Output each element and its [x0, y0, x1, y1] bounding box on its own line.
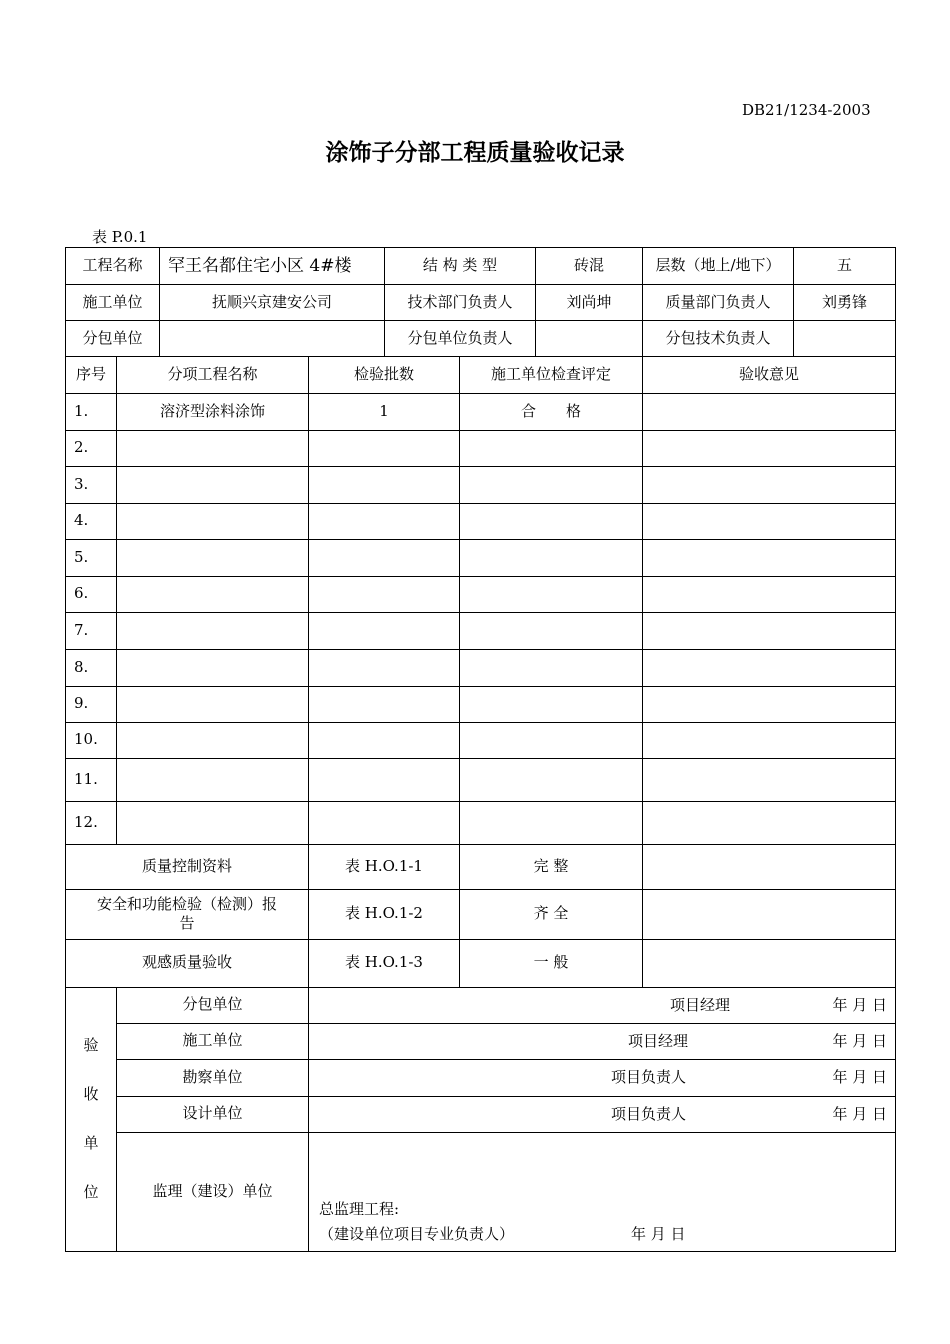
row-no: 12.: [66, 801, 117, 844]
row-batches: [309, 758, 460, 801]
project-info-table: [65, 247, 896, 357]
table-row: [66, 758, 896, 801]
summary-row: [66, 889, 896, 939]
row-eval: [460, 430, 643, 466]
acceptance-unit: 勘察单位: [117, 1059, 309, 1096]
row-batches: [309, 686, 460, 722]
sub-tech-value: [794, 321, 896, 357]
row-opinion: [643, 758, 896, 801]
side-char: 单: [83, 1134, 99, 1152]
row-opinion: [643, 466, 896, 503]
row-name: 溶济型涂料涂饰: [117, 393, 309, 430]
quality-head-value: 刘勇锋: [794, 285, 896, 321]
table-row: [66, 722, 896, 758]
row-eval: [460, 576, 643, 612]
row-name: [117, 503, 309, 539]
row-eval: [460, 649, 643, 686]
summary-label: 质量控制资料: [66, 844, 309, 889]
summary-label: 安全和功能检验（检测）报告: [66, 889, 309, 939]
signature-cell: [309, 1059, 896, 1096]
acceptance-row: [66, 1096, 896, 1132]
signature-date: 年 月 日: [832, 1104, 887, 1123]
row-eval: [460, 503, 643, 539]
signature-cell-final: [309, 1132, 896, 1251]
row-no: 7.: [66, 612, 117, 649]
row-eval: [460, 686, 643, 722]
header-item-name: 分项工程名称: [117, 356, 309, 393]
acceptance-side-label: [66, 987, 117, 1251]
summary-label: 观感质量验收: [66, 939, 309, 987]
row-name: [117, 722, 309, 758]
signature-cell: [309, 987, 896, 1023]
row-batches: [309, 801, 460, 844]
row-opinion: [643, 649, 896, 686]
header-batches: 检验批数: [309, 356, 460, 393]
floors-value: 五: [794, 248, 896, 285]
structure-type-value: 砖混: [536, 248, 643, 285]
acceptance-row: [66, 987, 896, 1023]
signature-date: 年 月 日: [832, 1031, 887, 1050]
page-title: 涂饰子分部工程质量验收记录: [325, 140, 625, 166]
row-eval: [460, 466, 643, 503]
header-opinion: 验收意见: [643, 356, 896, 393]
acceptance-unit: 设计单位: [117, 1096, 309, 1132]
side-char: 位: [83, 1183, 99, 1201]
table-row: [66, 649, 896, 686]
standard-code: DB21/1234-2003: [742, 101, 871, 119]
acceptance-row: [66, 1023, 896, 1059]
table-row: [66, 576, 896, 612]
acceptance-unit: 施工单位: [117, 1023, 309, 1059]
row-eval: [460, 612, 643, 649]
tech-head-label: 技术部门负责人: [385, 285, 536, 321]
row-no: 6.: [66, 576, 117, 612]
row-name: [117, 758, 309, 801]
table-row: [66, 801, 896, 844]
quality-head-label: 质量部门负责人: [643, 285, 794, 321]
signature-date: 年 月 日: [832, 1067, 887, 1086]
row-no: 4.: [66, 503, 117, 539]
row-batches: [309, 539, 460, 576]
acceptance-unit: 监理（建设）单位: [117, 1132, 309, 1251]
row-batches: [309, 576, 460, 612]
summary-ref: 表 H.O.1-3: [309, 939, 460, 987]
chief-supervisor-line: 总监理工程:: [319, 1199, 400, 1218]
row-opinion: [643, 612, 896, 649]
header-evaluation: 施工单位检查评定: [460, 356, 643, 393]
acceptance-row: [66, 1059, 896, 1096]
row-batches: [309, 466, 460, 503]
table-row: [66, 539, 896, 576]
row-no: 5.: [66, 539, 117, 576]
subcontractor-value: [160, 321, 385, 357]
summary-row: [66, 844, 896, 889]
row-name: [117, 612, 309, 649]
contractor-value: 抚顺兴京建安公司: [160, 285, 385, 321]
summary-eval: 完 整: [460, 844, 643, 889]
row-batches: [309, 503, 460, 539]
row-opinion: [643, 576, 896, 612]
table-row: [66, 612, 896, 649]
acceptance-unit: 分包单位: [117, 987, 309, 1023]
summary-eval: 齐 全: [460, 889, 643, 939]
row-opinion: [643, 686, 896, 722]
row-batches: [309, 612, 460, 649]
row-eval: 合 格: [460, 393, 643, 430]
table-row: [66, 503, 896, 539]
summary-opinion: [643, 844, 896, 889]
row-name: [117, 686, 309, 722]
inspection-table: [65, 356, 896, 1252]
sub-head-value: [536, 321, 643, 357]
summary-ref: 表 H.O.1-1: [309, 844, 460, 889]
structure-type-label: 结 构 类 型: [385, 248, 536, 285]
sub-tech-label: 分包技术负责人: [643, 321, 794, 357]
summary-ref: 表 H.O.1-2: [309, 889, 460, 939]
row-batches: [309, 430, 460, 466]
row-name: [117, 430, 309, 466]
tech-head-value: 刘尚坤: [536, 285, 643, 321]
row-opinion: [643, 539, 896, 576]
row-no: 3.: [66, 466, 117, 503]
row-no: 10.: [66, 722, 117, 758]
signature-role: 项目负责人: [611, 1067, 687, 1086]
row-no: 1.: [66, 393, 117, 430]
table-row: [66, 686, 896, 722]
row-opinion: [643, 430, 896, 466]
table-row: [66, 466, 896, 503]
row-no: 11.: [66, 758, 117, 801]
signature-date: 年 月 日: [832, 995, 887, 1014]
signature-role: 项目经理: [670, 995, 731, 1014]
row-opinion: [643, 722, 896, 758]
floors-label: 层数（地上/地下）: [643, 248, 794, 285]
row-batches: [309, 649, 460, 686]
row-opinion: [643, 393, 896, 430]
row-eval: [460, 758, 643, 801]
table-number: 表 P.0.1: [92, 228, 148, 246]
summary-eval: 一 般: [460, 939, 643, 987]
signature-cell: [309, 1096, 896, 1132]
acceptance-row-final: [66, 1132, 896, 1251]
signature-cell: [309, 1023, 896, 1059]
row-eval: [460, 539, 643, 576]
items-header-row: [66, 356, 896, 393]
final-signature-date: 年 月 日: [631, 1224, 686, 1243]
project-name-value: 罕王名都住宅小区 4#楼: [160, 248, 385, 285]
table-row: [66, 430, 896, 466]
row-name: [117, 801, 309, 844]
project-name-label: 工程名称: [66, 248, 160, 285]
row-no: 9.: [66, 686, 117, 722]
side-char: 验: [83, 1036, 99, 1054]
row-batches: [309, 722, 460, 758]
contractor-label: 施工单位: [66, 285, 160, 321]
summary-opinion: [643, 889, 896, 939]
row-no: 2.: [66, 430, 117, 466]
signature-role: 项目负责人: [611, 1104, 687, 1123]
row-name: [117, 649, 309, 686]
row-opinion: [643, 503, 896, 539]
sub-head-label: 分包单位负责人: [385, 321, 536, 357]
signature-role: 项目经理: [628, 1031, 689, 1050]
row-no: 8.: [66, 649, 117, 686]
row-eval: [460, 722, 643, 758]
row-batches: 1: [309, 393, 460, 430]
row-eval: [460, 801, 643, 844]
summary-row: [66, 939, 896, 987]
subcontractor-label: 分包单位: [66, 321, 160, 357]
row-opinion: [643, 801, 896, 844]
row-name: [117, 466, 309, 503]
row-name: [117, 539, 309, 576]
header-no: 序号: [66, 356, 117, 393]
row-name: [117, 576, 309, 612]
side-char: 收: [83, 1085, 99, 1103]
table-row: [66, 393, 896, 430]
summary-opinion: [643, 939, 896, 987]
owner-rep-line: （建设单位项目专业负责人）: [319, 1224, 515, 1243]
